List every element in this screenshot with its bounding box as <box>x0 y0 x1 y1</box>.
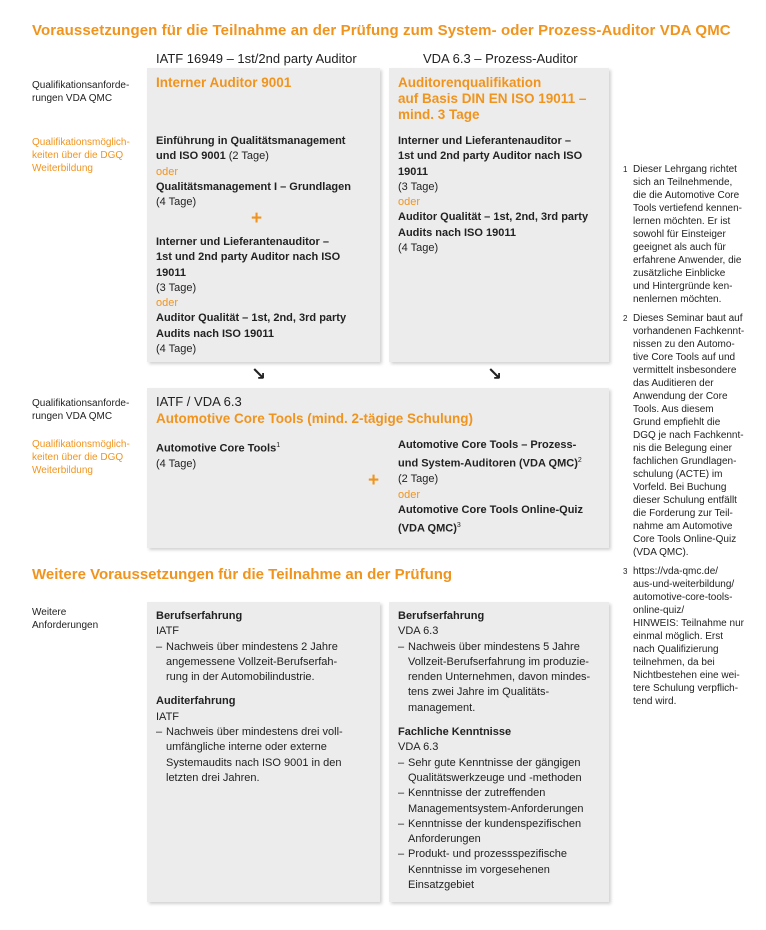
course-core-tools-left: Automotive Core Tools$^1$ (4 Tage) <box>156 442 281 470</box>
heading-automotive-core-tools: Automotive Core Tools (mind. 2-tägige Schulung) <box>156 411 473 426</box>
requirements-vda: Berufserfahrung VDA 6.3 – Nachweis über mindestens 5 Jahre Vollzeit-Berufserfahrung im produzie- renden Unternehmen, davon mindes- tens zwei Jahre im Qualitäts- management. Fachliche Kenntnisse VDA 6.3 – Sehr gute Kenntnisse der gängigen Qualitätswerkzeuge und -methoden – Kenntnisse der zutreffenden Managementsystem-Anforderungen – Kenntnisse der kundenspezifischen Anforderungen – Produkt- und prozessspezifische Kenntnisse im vorgesehenen Einsatzgebiet <box>398 610 591 892</box>
heading-interner-auditor: Interner Auditor 9001 <box>156 75 292 90</box>
arrow-down-right-icon: ↘ <box>251 364 267 384</box>
arrow-down-right-icon-2: ↘ <box>487 364 503 384</box>
course-core-tools-right: Automotive Core Tools – Prozess- und System-Auditoren (VDA QMC)$^2$ (2 Tage) oder Automotive Core Tools Online-Quiz (VDA QMC)$^3$ <box>398 439 583 535</box>
footnote-3-link[interactable]: https://vda-qmc.de/ <box>633 566 719 577</box>
column-header-vda: VDA 6.3 – Prozess-Auditor <box>423 51 578 66</box>
course-list-left-2: Interner und Lieferantenauditor – 1st und 2nd party Auditor nach ISO 19011 (3 Tage) oder Auditor Qualität – 1st, 2nd, 3rd party Audits nach ISO 19011 (4 Tage) <box>156 236 347 356</box>
label-weitere-anforderungen: Weitere Anforderungen <box>32 607 99 631</box>
footnotes <box>623 163 763 708</box>
label-qualifikationsmoeglichkeiten-2: Qualifikationsmöglich- keiten über die DGQ Weiterbildung <box>32 439 130 476</box>
section-title-weitere: Weitere Voraussetzungen für die Teilnahme an der Prüfung <box>32 566 453 583</box>
column-header-iatf: IATF 16949 – 1st/2nd party Auditor <box>156 51 357 66</box>
label-qualifikationsmoeglichkeiten: Qualifikationsmöglich- keiten über die DGQ Weiterbildung <box>32 137 130 174</box>
label-qualifikationsanforderungen: Qualifikationsanforde- rungen VDA QMC <box>32 80 130 104</box>
requirements-iatf: Berufserfahrung IATF – Nachweis über mindestens 2 Jahre angemessene Vollzeit-Berufserfah- rung in der Automobilindustrie. Auditerfahrung IATF – Nachweis über mindestens drei voll- umfängliche interne oder externe Systemaudits nach ISO 9001 in den letzten drei Jahren. <box>156 610 343 784</box>
label-qualifikationsanforderungen-2: Qualifikationsanforde- rungen VDA QMC <box>32 398 130 422</box>
course-list-left: Einführung in Qualitätsmanagement und ISO 9001 (2 Tage) oder Qualitätsmanagement I – Grundlagen (4 Tage) <box>156 135 351 209</box>
footnote-3: 3 https://vda-qmc.de/ aus-und-weiterbildung/ automotive-core-tools- online-quiz/ HINWEIS: Teilnahme nur einmal möglich. Erst nach Qualifizierung teilnehmen, da bei Nichtbestehen eine wei- tere Schulung verpflich- tend wird. <box>623 566 744 707</box>
course-list-right: Interner und Lieferantenauditor – 1st und 2nd party Auditor nach ISO 19011 (3 Tage) oder Auditor Qualität – 1st, 2nd, 3rd party Audits nach ISO 19011 (4 Tage) <box>398 135 589 255</box>
plus-icon-2: + <box>368 470 380 491</box>
heading-iatf-vda: IATF / VDA 6.3 <box>156 394 242 409</box>
page-title: Voraussetzungen für die Teilnahme an der Prüfung zum System- oder Prozess-Auditor VDA QMC <box>32 22 731 39</box>
plus-icon: + <box>251 208 263 229</box>
footnote-2: 2 Dieses Seminar baut auf vorhandenen Fachkennt- nissen zu den Automo- tive Core Tools auf und vermittelt insbesondere das Auditieren der Anwendung der Core Tools. Aus diesem Grund empfiehlt die DGQ je nach Fachkennt- nis die Belegung einer fachlichen Grundlagen- schulung (ACTE) im Vorfeld. Bei Buchung dieser Schulung entfällt die Forderung zur Teil- nahme am Automotive Core Tools Online-Quiz (VDA QMC). <box>623 313 745 558</box>
footnote-1: 1 Dieser Lehrgang richtet sich an Teilnehmende, die die Automotive Core Tools vertiefend kennen- lernen möchten. Er ist sowohl für Einsteiger geeignet als auch für erfahrene Anwender, die zusätzliche Einblicke und Hintergründe ken- nenlernen möchten. <box>623 164 742 305</box>
heading-auditorenqualifikation: Auditorenqualifikation auf Basis DIN EN ISO 19011 – mind. 3 Tage <box>398 75 587 122</box>
